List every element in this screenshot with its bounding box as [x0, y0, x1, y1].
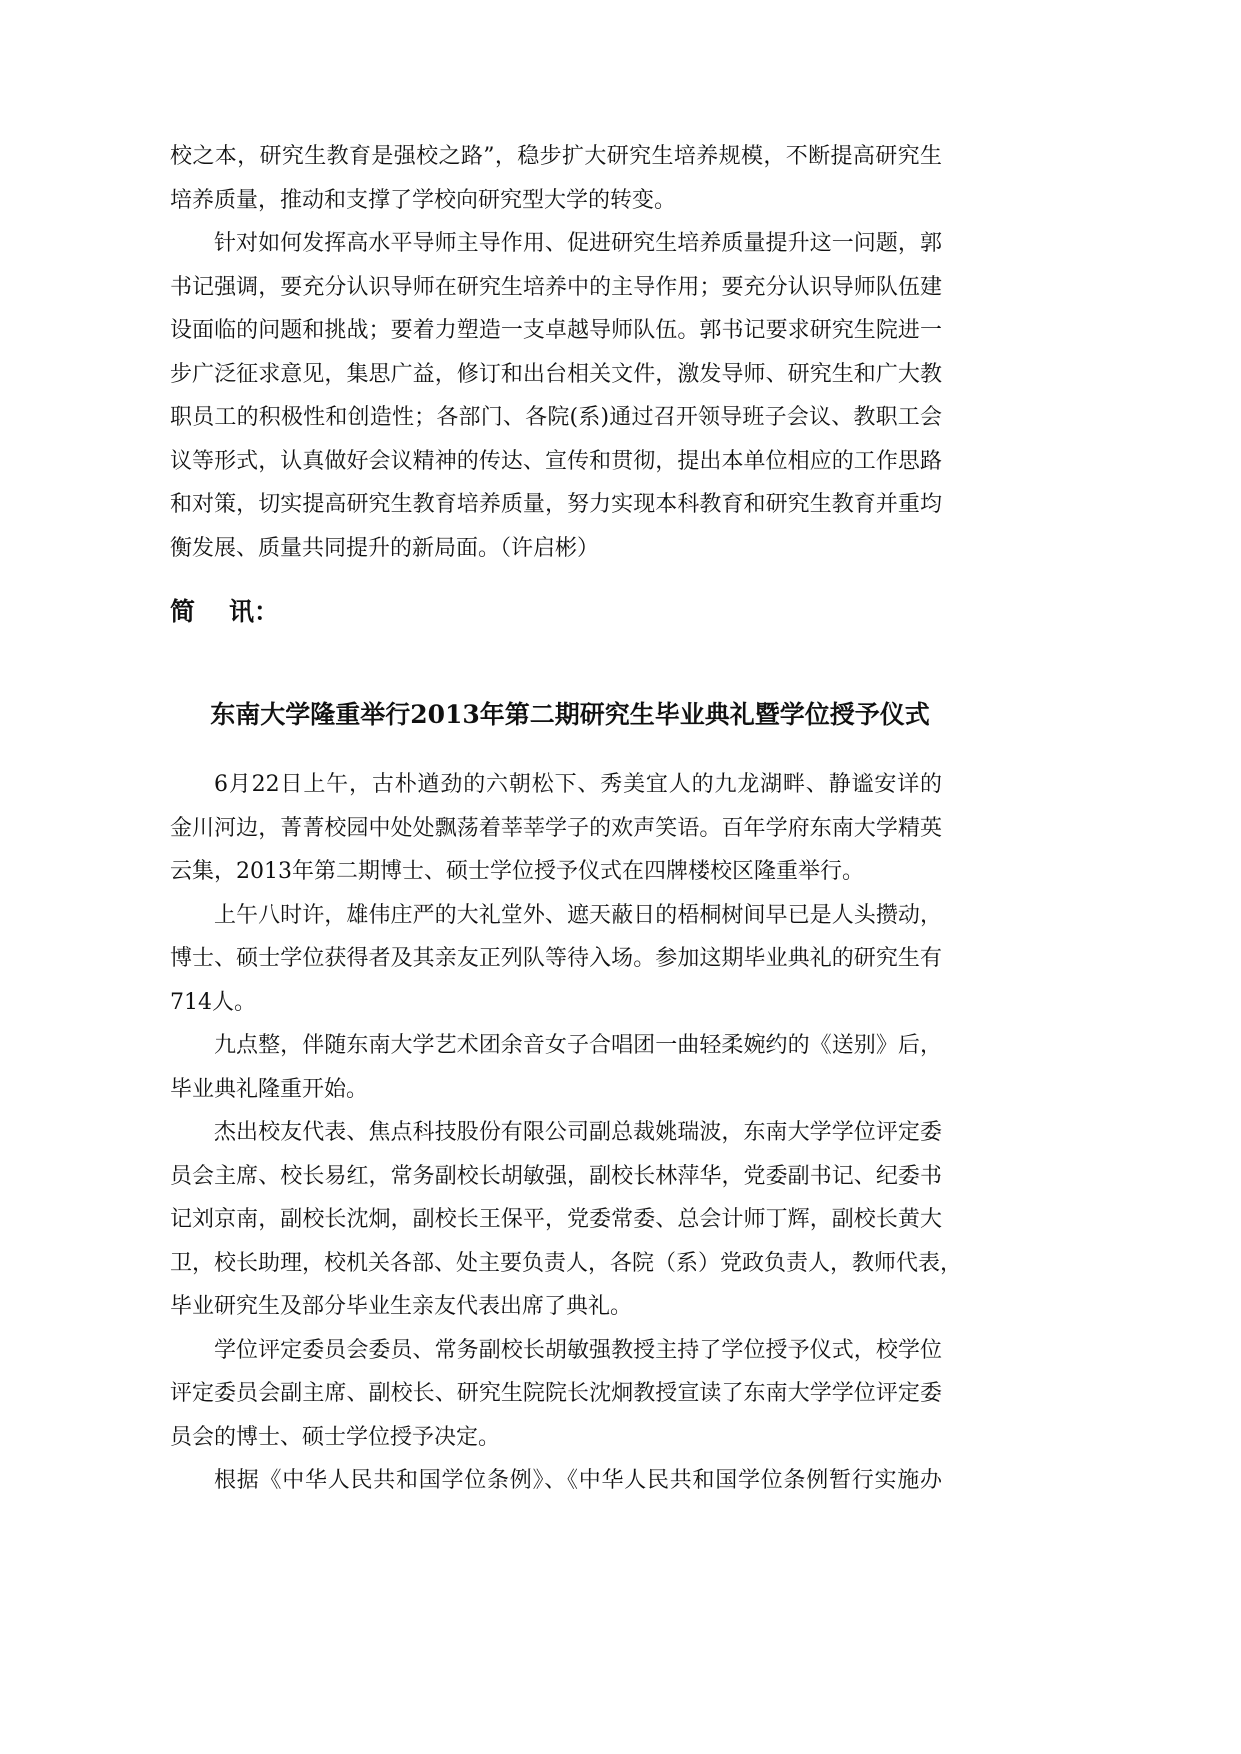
section-heading-char: 讯：	[229, 597, 280, 626]
paragraph-line: 金川河边，菁菁校园中处处飘荡着莘莘学子的欢声笑语。百年学府东南大学精英	[170, 815, 942, 841]
paragraph-line: 杰出校友代表、焦点科技股份有限公司副总裁姚瑞波，东南大学学位评定委	[214, 1120, 942, 1145]
paragraph-line: 卫，校长助理，校机关各部、处主要负责人，各院（系）党政负责人，教师代表，	[170, 1250, 963, 1276]
paragraph-line: 714人。	[170, 989, 256, 1015]
paragraph-line: 云集，2013年第二期博士、硕士学位授予仪式在四牌楼校区隆重举行。	[170, 859, 864, 884]
paragraph-line: 博士、硕士学位获得者及其亲友正列队等待入场。参加这期毕业典礼的研究生有	[170, 946, 942, 971]
paragraph-line: 记刘京南，副校长沈炯，副校长王保平，党委常委、总会计师丁辉，副校长黄大	[170, 1207, 942, 1232]
paragraph-line: 和对策，切实提高研究生教育培养质量，努力实现本科教育和研究生教育并重均	[170, 492, 942, 517]
article-title: 东南大学隆重举行2013年第二期研究生毕业典礼暨学位授予仪式	[210, 700, 930, 729]
section-heading-news-briefs	[170, 592, 279, 628]
paragraph-line: 议等形式，认真做好会议精神的传达、宣传和贯彻，提出本单位相应的工作思路	[170, 448, 942, 474]
paragraph-line: 学位评定委员会委员、常务副校长胡敏强教授主持了学位授予仪式，校学位	[214, 1337, 942, 1363]
previous-article-tail	[170, 135, 942, 570]
paragraph-line: 步广泛征求意见，集思广益，修订和出台相关文件，激发导师、研究生和广大教	[170, 361, 942, 387]
paragraph-line: 评定委员会副主席、副校长、研究生院院长沈炯教授宣读了东南大学学位评定委	[170, 1381, 942, 1406]
article-body	[170, 763, 963, 1503]
paragraph-line: 毕业研究生及部分毕业生亲友代表出席了典礼。	[170, 1294, 633, 1319]
paragraph-line: 校之本，研究生教育是强校之路”，稳步扩大研究生培养规模，不断提高研究生	[170, 144, 942, 169]
paragraph-line: 员会的博士、硕士学位授予决定。	[170, 1424, 501, 1450]
paragraph-line: 针对如何发挥高水平导师主导作用、促进研究生培养质量提升这一问题，郭	[214, 231, 942, 256]
section-heading-char: 简	[170, 597, 196, 626]
paragraph-line: 职员工的积极性和创造性；各部门、各院(系)通过召开领导班子会议、教职工会	[170, 405, 942, 430]
paragraph-line: 员会主席、校长易红，常务副校长胡敏强，副校长林萍华，党委副书记、纪委书	[170, 1163, 942, 1189]
paragraph-line: 毕业典礼隆重开始。	[170, 1076, 369, 1102]
paragraph-line: 衡发展、质量共同提升的新局面。（许启彬）	[170, 535, 600, 561]
paragraph-line: 根据《中华人民共和国学位条例》、《中华人民共和国学位条例暂行实施办	[214, 1468, 942, 1493]
paragraph-line: 九点整，伴随东南大学艺术团余音女子合唱团一曲轻柔婉约的《送别》后，	[214, 1033, 942, 1058]
paragraph-line: 书记强调，要充分认识导师在研究生培养中的主导作用；要充分认识导师队伍建	[170, 274, 942, 300]
paragraph-line: 上午八时许，雄伟庄严的大礼堂外、遮天蔽日的梧桐树间早已是人头攒动，	[214, 902, 942, 928]
paragraph-line: 6月22日上午，古朴遒劲的六朝松下、秀美宜人的九龙湖畔、静谧安详的	[214, 772, 942, 797]
paragraph-line: 设面临的问题和挑战；要着力塑造一支卓越导师队伍。郭书记要求研究生院进一	[170, 318, 942, 343]
paragraph-line: 培养质量，推动和支撑了学校向研究型大学的转变。	[170, 187, 677, 213]
